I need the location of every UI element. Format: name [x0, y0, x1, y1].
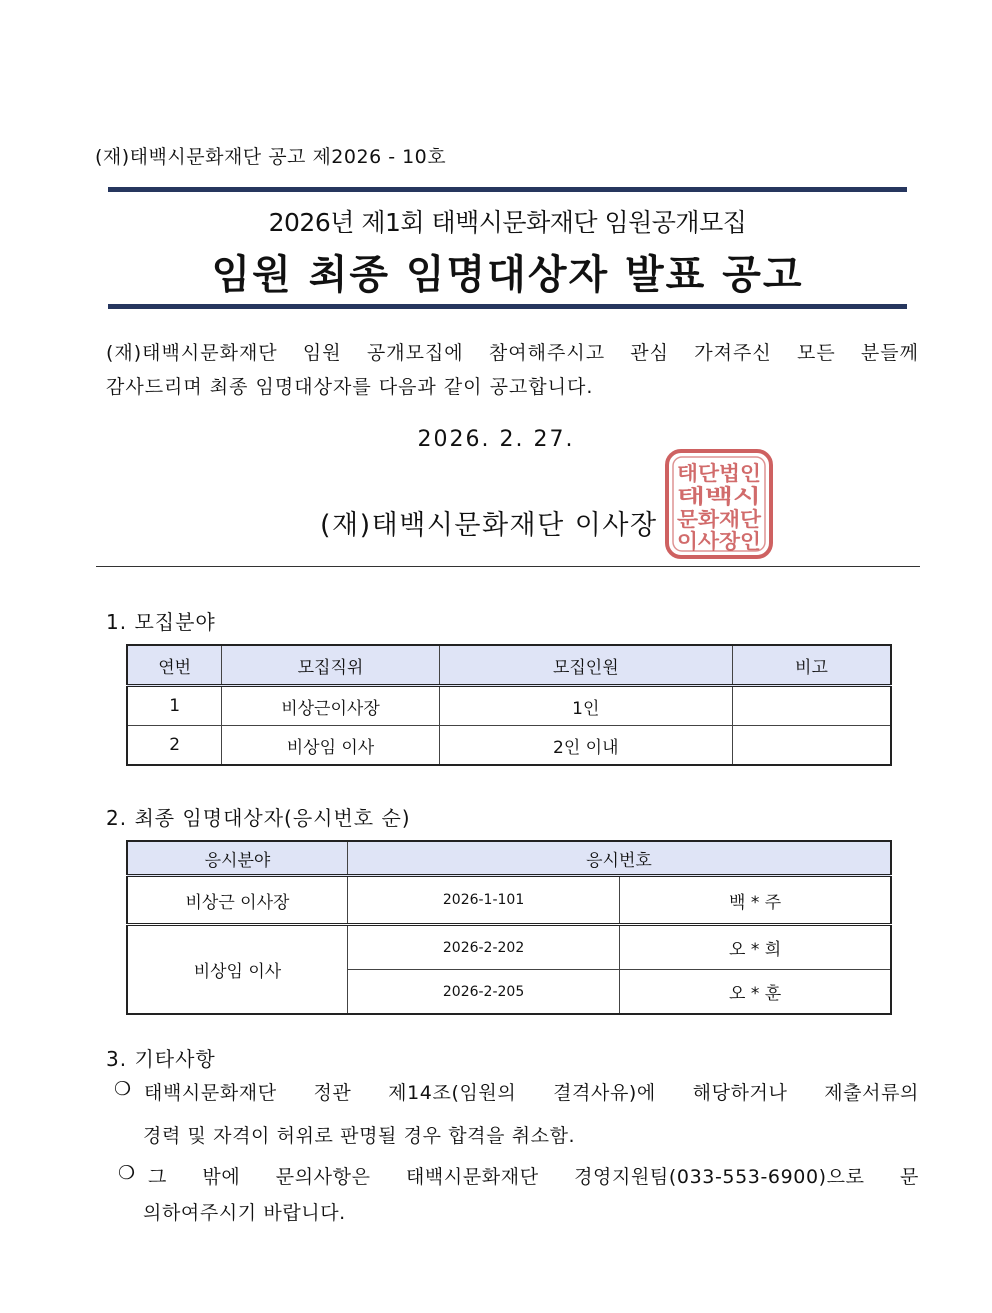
- col-header-field: 응시분야: [127, 841, 347, 876]
- table-row: [127, 726, 891, 766]
- cell-position: 비상임 이사: [222, 726, 439, 766]
- intro-line-1: (재)태백시문화재단 임원 공개모집에 참여해주시고 관심 가져주신 모든 분들께: [106, 342, 919, 364]
- cell-field: 비상근 이사장: [127, 876, 347, 925]
- divider-line: [96, 566, 920, 568]
- cell-seq: 1: [127, 686, 222, 726]
- candidates-table: [126, 840, 892, 1015]
- table-row: [127, 925, 891, 970]
- cell-headcount: 1인: [439, 686, 732, 726]
- cell-remarks: [732, 686, 891, 726]
- subtitle: 2026년 제1회 태백시문화재단 임원공개모집: [268, 208, 747, 237]
- cell-candidate-name: 오 * 훈: [620, 970, 891, 1015]
- circle-bullet-icon: ❍: [114, 1078, 132, 1100]
- issuer-name: (재)태백시문화재단 이사장: [320, 510, 658, 541]
- note-2-line-2: 의하여주시기 바랍니다.: [143, 1202, 346, 1224]
- cell-candidate-name: 백 * 주: [620, 876, 891, 925]
- note-item-1: [114, 1078, 919, 1105]
- cell-exam-number: 2026-1-101: [347, 876, 619, 925]
- svg-text:문화재단: 문화재단: [677, 507, 762, 531]
- cell-remarks: [732, 726, 891, 766]
- col-header-remarks: 비고: [732, 645, 891, 686]
- svg-text:태백시: 태백시: [677, 484, 761, 508]
- note-item-2: [118, 1162, 919, 1189]
- cell-seq: 2: [127, 726, 222, 766]
- col-header-position: 모집직위: [222, 645, 439, 686]
- col-header-seq: 연번: [127, 645, 222, 686]
- note-1-line-1: 태백시문화재단 정관 제14조(임원의 결격사유)에 해당하거나 제출서류의: [144, 1082, 919, 1104]
- cell-candidate-name: 오 * 희: [620, 925, 891, 970]
- intro-line-2: 감사드리며 최종 임명대상자를 다음과 같이 공고합니다.: [106, 376, 594, 398]
- section1-heading: 1. 모집분야: [106, 610, 216, 634]
- table-row: [127, 876, 891, 925]
- official-seal-icon: [664, 448, 774, 560]
- circle-bullet-icon: ❍: [118, 1162, 136, 1184]
- svg-text:태단법인: 태단법인: [677, 461, 761, 485]
- col-header-exam-number: 응시번호: [347, 841, 891, 876]
- note-1-line-2: 경력 및 자격이 허위로 판명될 경우 합격을 취소함.: [143, 1125, 576, 1147]
- col-header-headcount: 모집인원: [439, 645, 732, 686]
- cell-position: 비상근이사장: [222, 686, 439, 726]
- table-row: [127, 686, 891, 726]
- notice-number: (재)태백시문화재단 공고 제2026 - 10호: [95, 146, 447, 168]
- notice-date: 2026. 2. 27.: [417, 427, 575, 452]
- note-2-line-1: 그 밖에 문의사항은 태백시문화재단 경영지원팀(033-553-6900)으로 문: [148, 1166, 919, 1188]
- main-title: 임원 최종 임명대상자 발표 공고: [211, 252, 804, 298]
- section2-heading: 2. 최종 임명대상자(응시번호 순): [106, 806, 411, 830]
- cell-exam-number: 2026-2-202: [347, 925, 619, 970]
- title-bottom-rule: [108, 304, 907, 309]
- section3-heading: 3. 기타사항: [106, 1047, 216, 1071]
- recruitment-table: [126, 644, 892, 766]
- title-top-rule: [108, 187, 907, 192]
- cell-exam-number: 2026-2-205: [347, 970, 619, 1015]
- cell-field: 비상임 이사: [127, 925, 347, 1015]
- svg-text:이사장인: 이사장인: [677, 529, 761, 553]
- cell-headcount: 2인 이내: [439, 726, 732, 766]
